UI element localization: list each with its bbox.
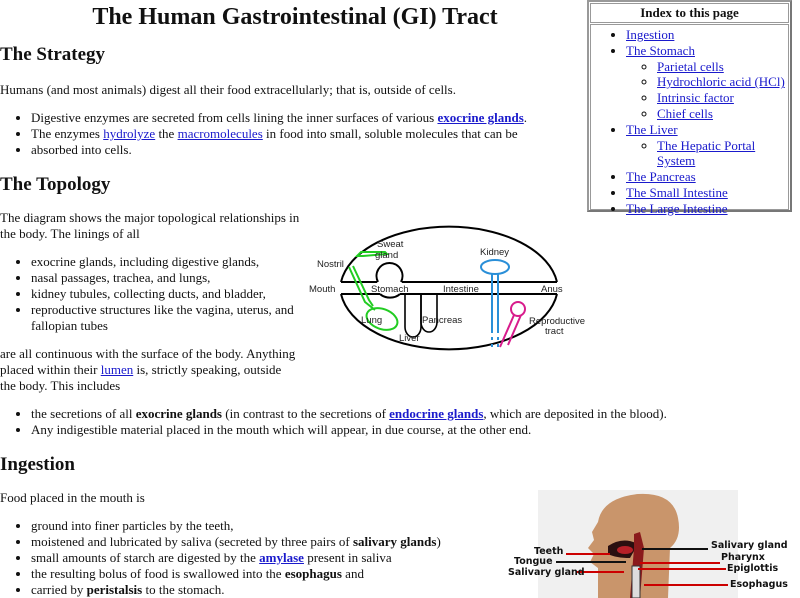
bold-salivary-glands: salivary glands	[353, 534, 437, 549]
text: are all continuous with the surface of the body. Anything placed within their	[0, 346, 296, 377]
topology-includes-list	[0, 406, 711, 438]
index-sublist	[626, 59, 788, 122]
index-link-ingestion[interactable]: Ingestion	[626, 27, 675, 42]
list-item: • ground into finer particles by the teeth,	[31, 518, 531, 534]
topology-list	[0, 254, 331, 334]
heading-strategy: The Strategy	[0, 44, 106, 65]
ingestion-list	[0, 518, 531, 598]
bold-esophagus: esophagus	[284, 566, 342, 581]
diagram-label-tract: tract	[545, 326, 564, 337]
text: and	[341, 566, 364, 581]
diagram-label-liver: Liver	[399, 333, 420, 344]
list-item	[31, 406, 711, 422]
figure-label-teeth: Teeth	[534, 546, 564, 557]
ingestion-intro: Food placed in the mouth is	[0, 490, 145, 505]
index-subitem	[657, 106, 788, 122]
text: , which are deposited in the blood).	[483, 406, 667, 421]
index-item	[626, 27, 788, 43]
index-item	[626, 43, 788, 122]
text: the resulting bolus of food is swallowed into the	[31, 566, 285, 581]
list-item: • reproductive structures like the vagina, uterus, and fallopian tubes	[31, 302, 331, 334]
figure-label-salivary-left: Salivary gland	[508, 567, 585, 578]
text: to the stomach.	[142, 582, 225, 597]
index-item	[626, 185, 788, 201]
link-macromolecules[interactable]: macromolecules	[177, 126, 263, 141]
figure-label-tongue: Tongue	[514, 556, 553, 567]
text: small amounts of starch are digested by the	[31, 550, 260, 565]
list-item	[31, 126, 527, 142]
topology-after	[0, 346, 300, 394]
list-item	[31, 534, 531, 550]
figure-label-salivary-right: Salivary gland	[711, 540, 788, 551]
link-amylase[interactable]: amylase	[259, 550, 304, 565]
index-link-pancreas[interactable]: The Pancreas	[626, 169, 696, 185]
index-link-liver[interactable]: The Liver	[626, 121, 678, 137]
strategy-list	[0, 110, 527, 158]
text: absorbed into cells.	[31, 142, 132, 157]
list-item	[31, 582, 531, 598]
list-item	[31, 110, 527, 126]
link-hydrolyze[interactable]: hydrolyze	[103, 126, 156, 141]
index-link-stomach[interactable]: The Stomach	[626, 42, 695, 58]
diagram-label-lung: Lung	[361, 315, 383, 326]
text: present in saliva	[303, 550, 392, 565]
text: the secretions of all	[31, 406, 136, 421]
list-item	[31, 550, 531, 566]
text: The enzymes	[31, 126, 104, 141]
page-index	[587, 0, 792, 216]
text: is, strictly speaking, outside the body. This includes	[0, 362, 282, 393]
text: Digestive enzymes are secreted from cells lining the inner surfaces of various	[31, 110, 438, 125]
diagram-label-stomach: Stomach	[371, 284, 409, 295]
index-sublist	[626, 138, 788, 170]
index-subitem	[657, 138, 788, 170]
strategy-intro: Humans (and most animals) digest all their food extracellularly; that is, outside of cells.	[0, 82, 456, 97]
page-title: The Human Gastrointestinal (GI) Tract	[92, 4, 498, 30]
index-link-hepatic-portal[interactable]: The Hepatic Portal System	[657, 137, 756, 169]
diagram-label-nostril: Nostril	[317, 259, 344, 270]
diagram-label-reproductive: Reproductive	[529, 316, 585, 327]
link-lumen[interactable]: lumen	[100, 362, 134, 377]
text: the	[155, 126, 178, 141]
text: moistened and lubricated by saliva (secreted by three pairs of	[31, 534, 353, 549]
list-item: • exocrine glands, including digestive glands,	[31, 254, 331, 270]
topology-intro: The diagram shows the major topological relationships in the body. The linings of all	[0, 210, 300, 241]
heading-topology: The Topology	[0, 174, 111, 195]
list-item: • Any indigestible material placed in the mouth which will appear, in due course, at the other end.	[31, 422, 711, 438]
index-link-parietal-cells[interactable]: Parietal cells	[657, 58, 724, 74]
index-body	[590, 24, 789, 216]
index-link-hcl[interactable]: Hydrochloric acid (HCl)	[657, 74, 785, 90]
list-item	[31, 142, 527, 158]
index-subitem	[657, 74, 788, 90]
index-link-small-intestine[interactable]: The Small Intestine	[626, 184, 728, 200]
list-item: • kidney tubules, collecting ducts, and bladder,	[31, 286, 331, 302]
diagram-label-anus: Anus	[541, 284, 563, 295]
text: .	[523, 110, 528, 125]
figure-label-epiglottis: Epiglottis	[727, 563, 779, 574]
index-item	[626, 169, 788, 185]
diagram-label-pancreas: Pancreas	[422, 315, 463, 326]
diagram-label-kidney: Kidney	[480, 247, 510, 258]
index-link-intrinsic-factor[interactable]: Intrinsic factor	[657, 90, 734, 106]
text: )	[436, 534, 441, 549]
diagram-label-sweat: Sweat	[377, 239, 404, 250]
list-item: • nasal passages, trachea, and lungs,	[31, 270, 331, 286]
text: carried by	[31, 582, 87, 597]
diagram-label-mouth: Mouth	[309, 284, 336, 295]
index-link-large-intestine[interactable]: The Large Intestine	[626, 200, 728, 216]
heading-ingestion: Ingestion	[0, 454, 75, 475]
figure-label-pharynx: Pharynx	[721, 552, 765, 563]
index-list	[591, 27, 788, 217]
bold-peristalsis: peristalsis	[86, 582, 143, 597]
link-endocrine-glands[interactable]: endocrine glands	[389, 406, 484, 421]
topology-diagram	[305, 212, 590, 372]
index-item	[626, 201, 788, 217]
list-item	[31, 566, 531, 582]
text: (in contrast to the secretions of	[222, 406, 390, 421]
index-item	[626, 122, 788, 169]
index-header: Index to this page	[590, 3, 789, 23]
figure-label-esophagus: Esophagus	[730, 579, 788, 590]
text: in food into small, soluble molecules that can be	[262, 126, 518, 141]
diagram-label-intestine: Intestine	[443, 284, 479, 295]
index-link-chief-cells[interactable]: Chief cells	[657, 105, 713, 121]
index-subitem	[657, 90, 788, 106]
index-subitem	[657, 59, 788, 75]
head-anatomy-figure	[498, 488, 800, 598]
bold-exocrine-glands: exocrine glands	[135, 406, 222, 421]
link-exocrine-glands[interactable]: exocrine glands	[437, 110, 524, 125]
diagram-label-gland: gland	[375, 250, 399, 261]
